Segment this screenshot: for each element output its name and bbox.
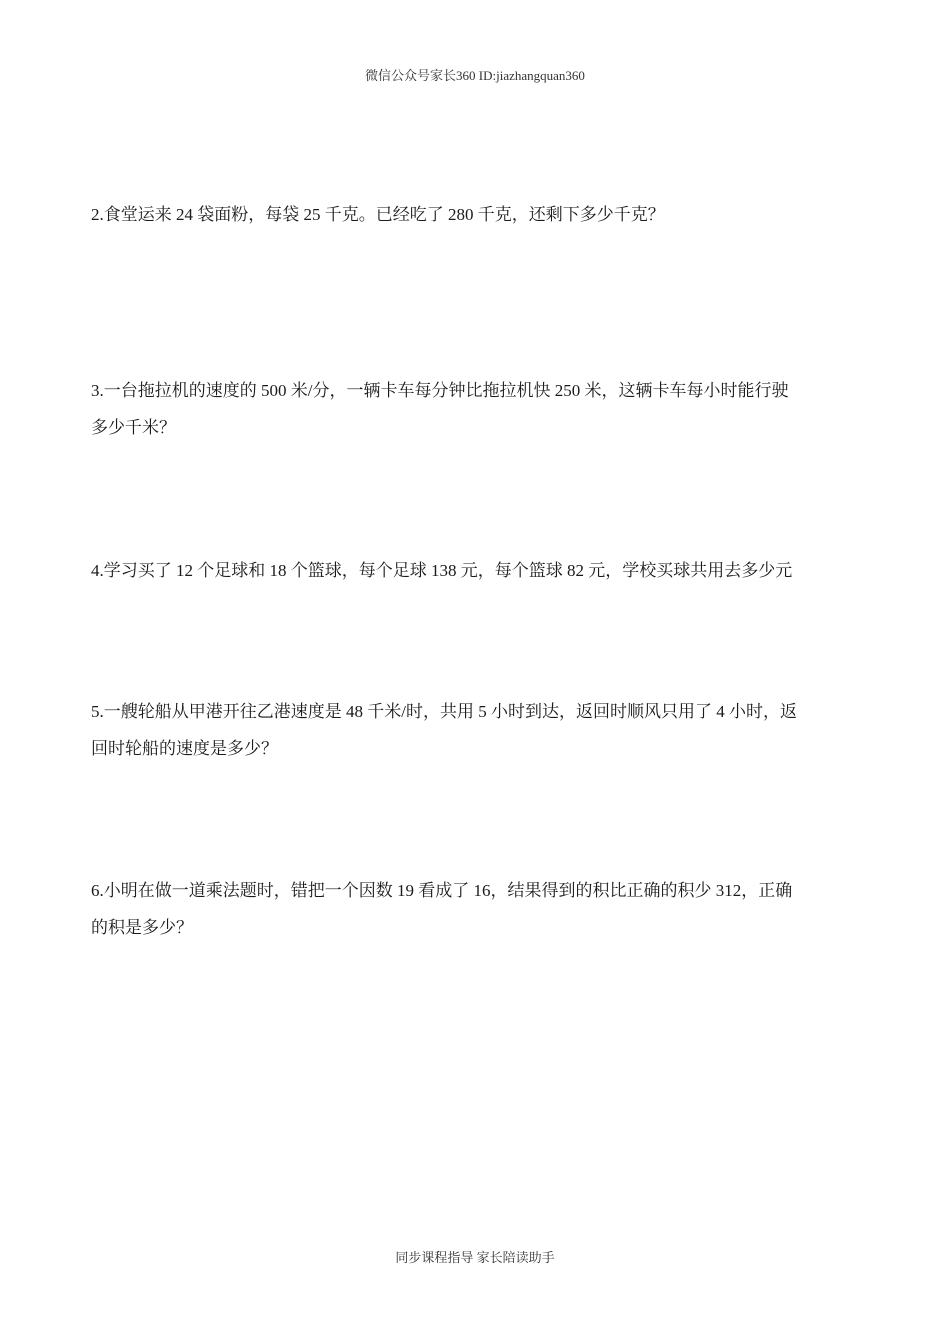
question-3-line-1: 3.一台拖拉机的速度的 500 米/分，一辆卡车每分钟比拖拉机快 250 米，这辆卡车每小时能行驶 bbox=[91, 381, 789, 400]
question-5-line-1: 5.一艘轮船从甲港开往乙港速度是 48 千米/时，共用 5 小时到达，返回时顺风只用了 4 小时，返 bbox=[91, 702, 797, 721]
question-3-line-2: 多少千米？ bbox=[91, 418, 176, 437]
question-2 bbox=[91, 196, 863, 233]
question-3 bbox=[91, 372, 863, 446]
question-2-line-1: 2.食堂运来 24 袋面粉，每袋 25 千克。已经吃了 280 千克，还剩下多少千克？ bbox=[91, 205, 665, 224]
question-6-line-1: 6.小明在做一道乘法题时，错把一个因数 19 看成了 16，结果得到的积比正确的积少 312，正确 bbox=[91, 881, 793, 900]
page-footer: 同步课程指导 家长陪读助手 bbox=[395, 1250, 555, 1265]
page-header: 微信公众号家长360 ID:jiazhangquan360 bbox=[365, 68, 585, 83]
question-5 bbox=[91, 693, 863, 767]
question-5-line-2: 回时轮船的速度是多少？ bbox=[91, 739, 278, 758]
question-6-line-2: 的积是多少？ bbox=[91, 918, 193, 937]
question-4 bbox=[91, 552, 863, 589]
question-6 bbox=[91, 872, 863, 946]
question-4-line-1: 4.学习买了 12 个足球和 18 个篮球，每个足球 138 元，每个篮球 82 元，学校买球共用去多少元 bbox=[91, 561, 793, 580]
